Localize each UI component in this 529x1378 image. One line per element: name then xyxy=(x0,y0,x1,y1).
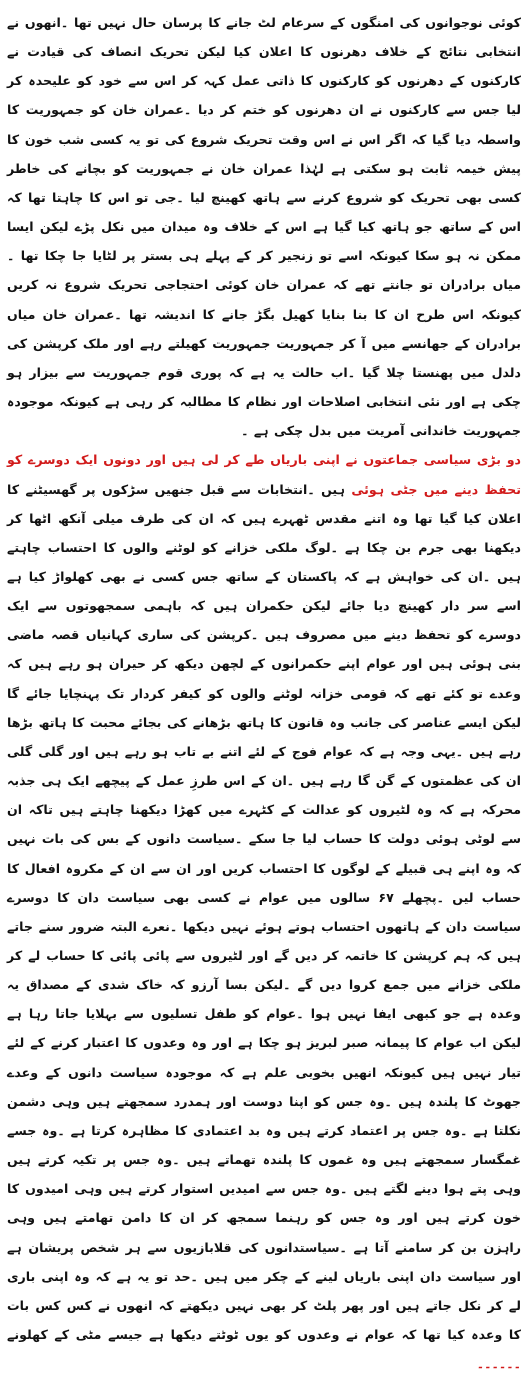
highlighted-lead-sentence: دو بڑی سیاسی جماعتوں نے اپنی باریاں طے کر لی ہیں اور دونوں ایک دوسرے کو تحفظ دینے میں جٹی ہوئی xyxy=(7,452,521,497)
article-paragraph-2 xyxy=(7,445,521,1378)
article-paragraph-1 xyxy=(7,8,521,445)
closing-mark: ۔۔۔۔۔۔ xyxy=(476,1356,521,1372)
paragraph-1-text: کوئی نوجوانوں کی امنگوں کے سرعام لٹ جانے کا پرسان حال نہیں تھا ۔انھوں نے انتخابی نتائج کے خلاف دھرنوں کا اعلان کیا لیکن تحریک انصاف کی قیادت نے کارکنوں کے دھرنوں کو کارکنوں کا ذاتی عمل کہہ کر اس سے خود کو علیحدہ کر لیا جس سے کارکنوں نے ان دھرنوں کو ختم کر دیا ۔عمران خان کو جمہوریت کا واسطہ دیا گیا کہ اگر اس نے اس وقت تحریک شروع کی تو یہ کسی شب خون کا پیش خیمہ ثابت ہو سکتی ہے لہٰذا عمران خان نے جمہوریت کو بچانے کی خاطر کسی بھی تحریک کو شروع کرنے سے ہاتھ کھینچ لیا ۔جی تو اس کا چاہتا تھا کہ اس کے ساتھ جو ہاتھ کیا گیا ہے اس کے خلاف وہ میدان میں نکل پڑے لیکن ایسا ممکن نہ ہو سکا کیونکہ اسے تو زنجیر کر کے پہلے ہی بستر پر لٹایا جا چکا تھا ۔میاں برادران تو جانتے تھے کہ عمران خان کوئی احتجاجی تحریک شروع نہ کریں کیونکہ اس طرح ان کا بنا بنایا کھیل بگڑ جانے کا اندیشہ تھا ۔عمران خان میاں برادران کے جھانسے میں آ کر جمہوریت جمہوریت کھیلتے رہے اور ملک کرپشن کی دلدل میں پھنستا چلا گیا ۔اب حالت یہ ہے کہ پوری قوم جمہوریت سے بیزار ہو چکی ہے اور نئی انتخابی اصلاحات اور نظام کا مطالبہ کر رہی ہے کیونکہ موجودہ جمہوریت خاندانی آمریت میں بدل چکی ہے ۔ xyxy=(7,15,521,439)
paragraph-2-text: ہیں ۔انتخابات سے قبل جنھیں سڑکوں پر گھسیٹنے کا اعلان کیا گیا تھا وہ اتنے مقدس ٹھہرے ہیں کہ ان کی طرف میلی آنکھ اٹھا کر دیکھنا بھی جرم بن چکا ہے ۔لوگ ملکی خزانے کو لوٹنے والوں کا احتساب چاہتے ہیں ۔ان کی خواہش ہے کہ پاکستان کے ساتھ جس کسی نے بھی کھلواڑ کیا ہے اسے سر دار کھینچ دیا جائے لیکن حکمران ہیں کہ باہمی سمجھوتوں سے ایک دوسرے کو تحفظ دینے میں مصروف ہیں ۔کرپشن کی ساری کہانیاں قصہ ماضی بنی ہوئی ہیں اور عوام اپنے حکمرانوں کے لچھن دیکھ کر حیران ہو رہے ہیں کہ وعدے تو کئے تھے کہ قومی خزانہ لوٹنے والوں کو کیفر کردار تک پہنچایا جائے گا لیکن ایسے عناصر کی جانب وہ قانون کا ہاتھ بڑھانے کی بجائے محبت کا ہاتھ بڑھا رہے ہیں ۔یہی وجہ ہے کہ عوام فوج کے لئے اتنے بے تاب ہو رہے ہیں اور گلی گلی ان کی عظمتوں کے گن گا رہے ہیں ۔ان کے اس طرزِ عمل کے پیچھے ایک ہی جذبہ محرکہ ہے کہ وہ لٹیروں کو عدالت کے کٹہرے میں کھڑا دیکھنا چاہتے ہیں تاکہ ان سے لوٹی ہوئی دولت کا حساب لیا جا سکے ۔سیاست دانوں کے بس کی بات نہیں کہ وہ اپنے ہی قبیلے کے لوگوں کا احتساب کریں اور ان سے ان کے مکروہ افعال کا حساب لیں ۔پچھلے ۶۷ سالوں میں عوام نے کسی بھی سیاست دان کا دوسرے سیاست دان کے ہاتھوں احتساب ہوتے ہوئے نہیں دیکھا ۔نعرے البتہ ضرور سنے جاتے ہیں کہ ہم کرپشن کا خاتمہ کر دیں گے اور لٹیروں سے پائی پائی کا حساب لے کر ملکی خزانے میں جمع کروا دیں گے ۔لیکن بسا آرزو کہ خاک شدی کے مصداق یہ وعدہ ہے جو کبھی ایفا نہیں ہوا ۔عوام کو طفل تسلیوں سے بہلایا جاتا رہا ہے لیکن اب عوام کا پیمانہ صبر لبریز ہو چکا ہے اور وہ وعدوں کا اعتبار کرنے کے لئے تیار نہیں ہیں کیونکہ انھیں بخوبی علم ہے کہ موجودہ سیاست دانوں کے وعدے جھوٹ کا پلندہ ہیں ۔وہ جس کو اپنا دوست اور ہمدرد سمجھتے ہیں وہی دشمن نکلتا ہے ۔وہ جس پر اعتماد کرتے ہیں وہ بد اعتمادی کا مظاہرہ کرتا ہے ۔وہ جسے غمگسار سمجھتے ہیں وہ غموں کا پلندہ تھماتے ہیں ۔وہ جس پر تکیہ کرتے ہیں وہی پتے ہوا دینے لگتے ہیں ۔وہ جس سے امیدیں استوار کرتے ہیں وہی امیدوں کا خون کرتے ہیں اور وہ جس کو رہنما سمجھ کر ان کا دامن تھامتے ہیں وہی راہزن بن کر سامنے آتا ہے ۔سیاستدانوں کی قلابازیوں سے ہر شخص پریشان ہے اور سیاست دان اپنی باریاں لینے کے چکر میں ہیں ۔حد تو یہ ہے کہ وہ اپنی باری لے کر نکل جاتے ہیں اور پھر پلٹ کر بھی نہیں دیکھتے کہ انھوں نے کس کس بات کا وعدہ کیا تھا کہ عوام نے وعدوں کو یوں ٹوٹتے دیکھا ہے جیسے مٹی کے کھلونے xyxy=(7,481,521,1343)
